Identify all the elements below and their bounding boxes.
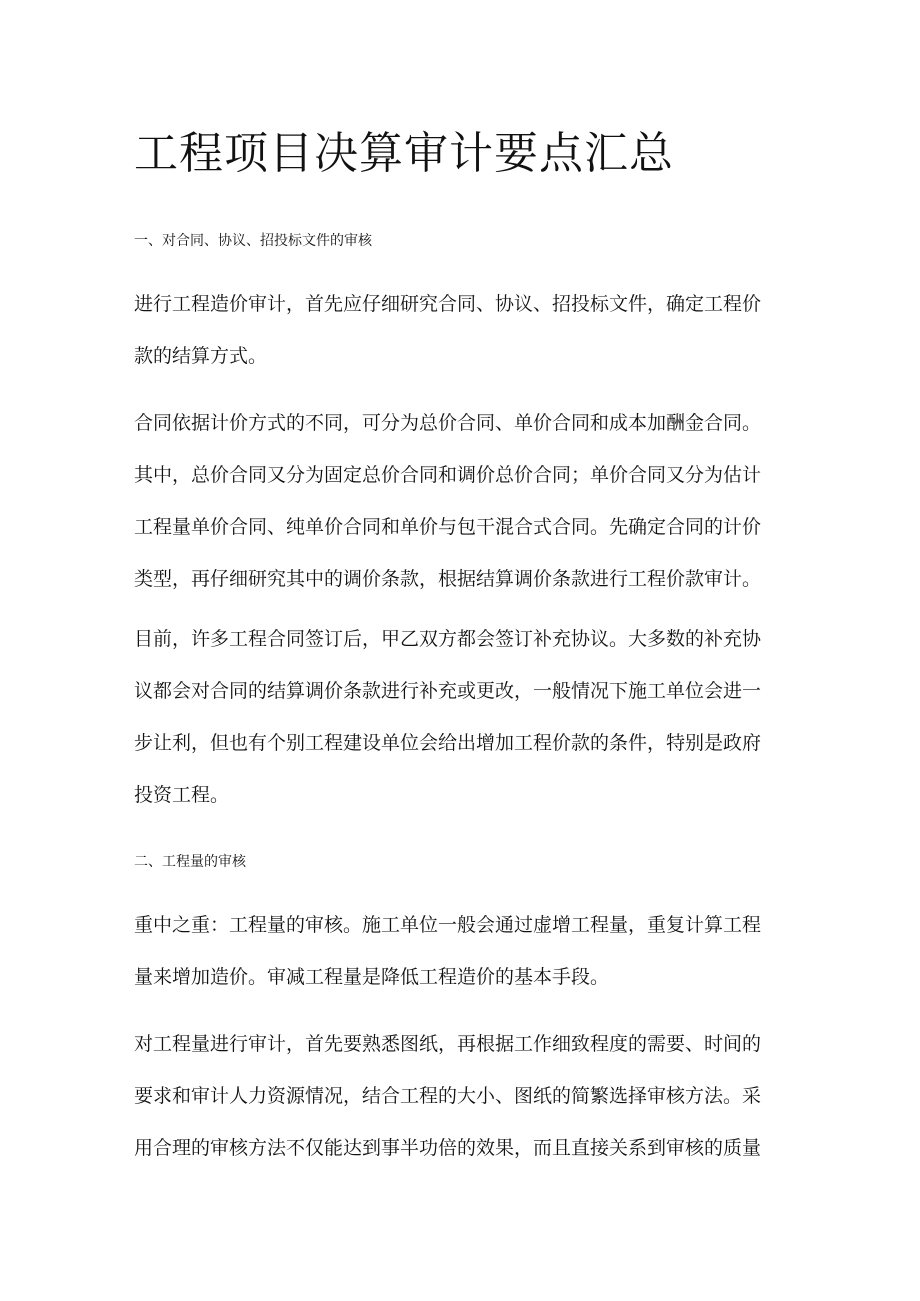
paragraph-quantity-review-method [134,1018,799,1174]
text-line: 重中之重：工程量的审核。施工单位一般会通过虚增工程量，重复计算工程 [134,914,762,936]
text-line: 进行工程造价审计，首先应仔细研究合同、协议、招投标文件，确定工程价 [134,293,762,315]
text-line: 类型，再仔细研究其中的调价条款，根据结算调价条款进行工程价款审计。 [134,568,762,590]
text-line: 对工程量进行审计，首先要熟悉图纸，再根据工作细致程度的需要、时间的 [134,1033,762,1055]
text-line: 用合理的审核方法不仅能达到事半功倍的效果，而且直接关系到审核的质量 [134,1137,762,1159]
text-line: 投资工程。 [134,784,230,806]
section-heading-contracts: 一、对合同、协议、招投标文件的审核 [134,233,372,249]
text-line: 其中，总价合同又分为固定总价合同和调价总价合同；单价合同又分为估计 [134,464,762,486]
paragraph-quantity-review-importance [134,899,799,1003]
text-line: 合同依据计价方式的不同，可分为总价合同、单价合同和成本加酬金合同。 [134,412,762,434]
section-heading-quantities: 二、工程量的审核 [134,854,246,870]
text-line: 款的结算方式。 [134,345,268,367]
paragraph-contract-review-intro [134,278,799,382]
text-line: 议都会对合同的结算调价条款进行补充或更改，一般情况下施工单位会进一 [134,680,762,702]
text-line: 量来增加造价。审减工程量是降低工程造价的基本手段。 [134,966,610,988]
document-title: 工程项目决算审计要点汇总 [134,128,674,179]
text-line: 工程量单价合同、纯单价合同和单价与包干混合式合同。先确定合同的计价 [134,516,762,538]
paragraph-supplementary-agreements [134,613,799,821]
text-line: 目前，许多工程合同签订后，甲乙双方都会签订补充协议。大多数的补充协 [134,628,762,650]
text-line: 步让利，但也有个别工程建设单位会给出增加工程价款的条件，特别是政府 [134,732,762,754]
text-line: 要求和审计人力资源情况，结合工程的大小、图纸的简繁选择审核方法。采 [134,1085,762,1107]
paragraph-contract-types [134,397,799,605]
